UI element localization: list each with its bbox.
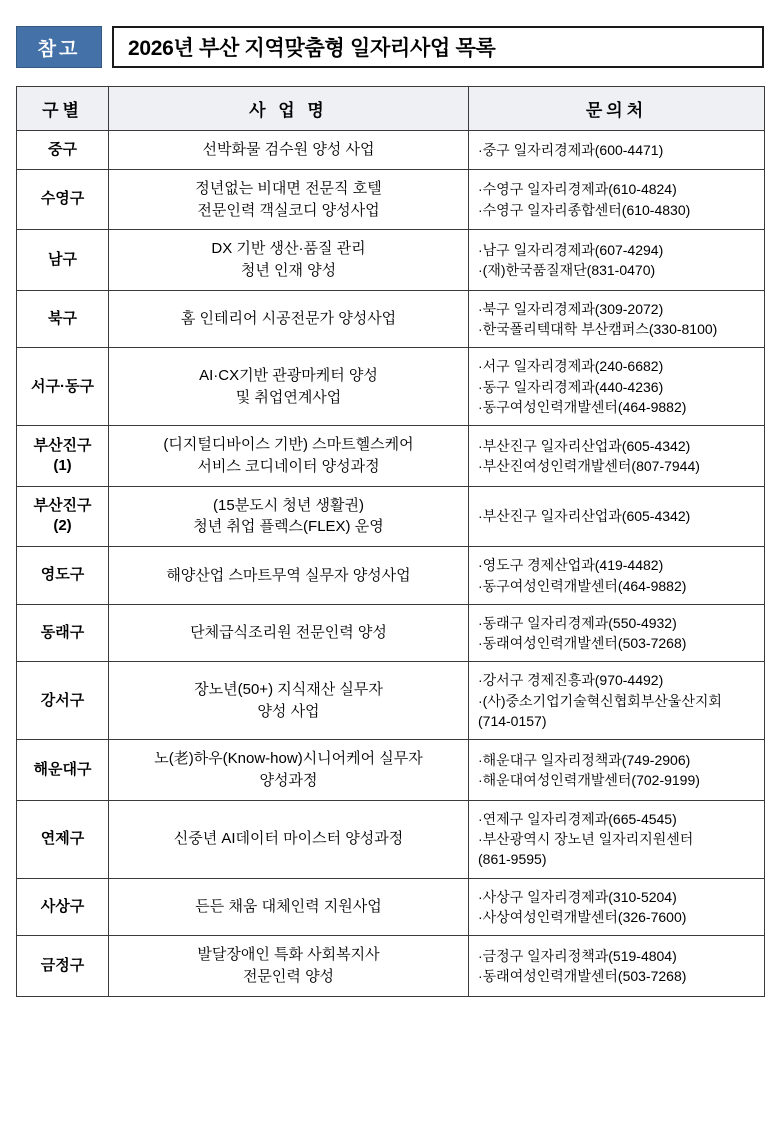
job-programs-table bbox=[16, 86, 765, 997]
cell-contact bbox=[469, 348, 765, 426]
table-header-row bbox=[17, 87, 765, 131]
district-line: 서구·동구 bbox=[31, 377, 94, 395]
program-line: 노(老)하우(Know-how)시니어케어 실무자 bbox=[154, 750, 423, 768]
cell-district bbox=[17, 486, 109, 547]
cell-district bbox=[17, 878, 109, 936]
cell-contact bbox=[469, 878, 765, 936]
program-line: 서비스 코디네이터 양성과정 bbox=[197, 457, 380, 475]
document-title-box bbox=[112, 26, 764, 68]
cell-contact bbox=[469, 169, 765, 230]
program-line: 양성 사업 bbox=[257, 702, 320, 720]
cell-district bbox=[17, 740, 109, 801]
program-line: 홈 인테리어 시공전문가 양성사업 bbox=[180, 310, 397, 328]
contact-line: ·동구 일자리경제과(440-4236) bbox=[478, 378, 664, 395]
contact-line: (714-0157) bbox=[478, 713, 547, 730]
cell-program bbox=[109, 878, 469, 936]
column-header-district: 구별 bbox=[17, 87, 109, 131]
table-row bbox=[17, 348, 765, 426]
cell-district bbox=[17, 604, 109, 662]
table-row bbox=[17, 169, 765, 230]
program-line: 전문인력 객실코디 양성사업 bbox=[197, 201, 380, 219]
cell-contact bbox=[469, 800, 765, 878]
contact-line: ·동래여성인력개발센터(503-7268) bbox=[478, 635, 687, 652]
contact-line: ·연제구 일자리경제과(665-4545) bbox=[478, 810, 677, 827]
contact-line: ·금정구 일자리정책과(519-4804) bbox=[478, 947, 677, 964]
program-line: 장노년(50+) 지식재산 실무자 bbox=[194, 681, 383, 699]
program-line: 전문인력 양성 bbox=[242, 968, 335, 986]
cell-program bbox=[109, 936, 469, 997]
contact-line: ·중구 일자리경제과(600-4471) bbox=[478, 141, 664, 158]
cell-contact bbox=[469, 604, 765, 662]
program-line: AI·CX기반 관광마케터 양성 bbox=[199, 367, 378, 385]
table-row bbox=[17, 290, 765, 348]
cell-program bbox=[109, 131, 469, 170]
cell-district bbox=[17, 936, 109, 997]
table-row bbox=[17, 936, 765, 997]
cell-contact bbox=[469, 290, 765, 348]
document-header bbox=[16, 26, 764, 68]
contact-line: ·사상여성인력개발센터(326-7600) bbox=[478, 909, 687, 925]
cell-district bbox=[17, 230, 109, 291]
reference-tag-label: 참고 bbox=[37, 38, 81, 60]
contact-line: ·동구여성인력개발센터(464-9882) bbox=[478, 577, 687, 594]
contact-line: ·동래구 일자리경제과(550-4932) bbox=[478, 614, 677, 631]
table-row bbox=[17, 800, 765, 878]
contact-line: (861-9595) bbox=[478, 851, 547, 868]
cell-contact bbox=[469, 936, 765, 997]
district-line: 해운대구 bbox=[33, 760, 92, 778]
cell-program bbox=[109, 426, 469, 487]
district-line: 부산진구 bbox=[33, 497, 92, 515]
program-line: 정년없는 비대면 전문직 호텔 bbox=[195, 179, 382, 197]
column-header-contact: 문의처 bbox=[469, 87, 765, 131]
program-line: 신중년 AI데이터 마이스터 양성과정 bbox=[173, 830, 404, 848]
cell-contact bbox=[469, 740, 765, 801]
cell-district bbox=[17, 547, 109, 605]
table-row bbox=[17, 878, 765, 936]
page-title: 2026년 부산 지역맞춤형 일자리사업 목록 bbox=[128, 37, 496, 60]
district-line: 수영구 bbox=[40, 190, 85, 208]
cell-program bbox=[109, 169, 469, 230]
program-line: 단체급식조리원 전문인력 양성 bbox=[190, 624, 387, 642]
contact-line: ·해운대여성인력개발센터(702-9199) bbox=[478, 772, 700, 789]
contact-line: ·동구여성인력개발센터(464-9882) bbox=[478, 398, 687, 415]
cell-district bbox=[17, 662, 109, 740]
district-line: (2) bbox=[53, 517, 72, 535]
cell-contact bbox=[469, 486, 765, 547]
contact-line: ·수영구 일자리경제과(610-4824) bbox=[478, 181, 677, 198]
program-line: 해양산업 스마트무역 실무자 양성사업 bbox=[166, 566, 411, 584]
cell-contact bbox=[469, 131, 765, 170]
district-line: (1) bbox=[53, 456, 72, 474]
contact-line: ·부산진여성인력개발센터(807-7944) bbox=[478, 457, 700, 474]
district-line: 부산진구 bbox=[33, 436, 92, 454]
program-line: 청년 취업 플렉스(FLEX) 운영 bbox=[193, 518, 384, 536]
contact-line: ·한국폴리텍대학 부산캠퍼스(330-8100) bbox=[478, 321, 718, 338]
program-line: 양성과정 bbox=[259, 772, 318, 790]
reference-tag bbox=[16, 26, 102, 68]
cell-program bbox=[109, 740, 469, 801]
cell-program bbox=[109, 290, 469, 348]
cell-program bbox=[109, 547, 469, 605]
contact-line: ·남구 일자리경제과(607-4294) bbox=[478, 241, 664, 258]
cell-district bbox=[17, 290, 109, 348]
column-header-program: 사 업 명 bbox=[109, 87, 469, 131]
cell-contact bbox=[469, 230, 765, 291]
cell-district bbox=[17, 169, 109, 230]
table-row bbox=[17, 662, 765, 740]
table-body bbox=[17, 131, 765, 997]
program-line: 청년 인재 양성 bbox=[240, 262, 337, 279]
district-line: 동래구 bbox=[40, 624, 85, 641]
district-line: 북구 bbox=[48, 309, 77, 327]
district-line: 사상구 bbox=[40, 897, 85, 915]
cell-contact bbox=[469, 547, 765, 605]
cell-contact bbox=[469, 662, 765, 740]
program-line: (디지털디바이스 기반) 스마트헬스케어 bbox=[163, 436, 414, 454]
district-line: 연제구 bbox=[40, 830, 85, 848]
cell-program bbox=[109, 662, 469, 740]
program-line: DX 기반 생산·품질 관리 bbox=[211, 240, 366, 258]
table-row bbox=[17, 604, 765, 662]
program-line: (15분도시 청년 생활권) bbox=[213, 496, 364, 514]
contact-line: ·해운대구 일자리정책과(749-2906) bbox=[478, 751, 691, 768]
program-line: 선박화물 검수원 양성 사업 bbox=[202, 141, 375, 158]
cell-contact bbox=[469, 426, 765, 487]
table-row bbox=[17, 426, 765, 487]
contact-line: ·서구 일자리경제과(240-6682) bbox=[478, 358, 664, 375]
table-row bbox=[17, 740, 765, 801]
cell-program bbox=[109, 486, 469, 547]
cell-program bbox=[109, 348, 469, 426]
district-line: 강서구 bbox=[40, 691, 85, 709]
contact-line: ·북구 일자리경제과(309-2072) bbox=[478, 300, 664, 317]
cell-district bbox=[17, 348, 109, 426]
cell-district bbox=[17, 131, 109, 170]
cell-program bbox=[109, 604, 469, 662]
cell-district bbox=[17, 800, 109, 878]
cell-district bbox=[17, 426, 109, 487]
contact-line: ·부산광역시 장노년 일자리지원센터 bbox=[478, 831, 694, 848]
table-row bbox=[17, 547, 765, 605]
table-header bbox=[17, 87, 765, 131]
cell-program bbox=[109, 230, 469, 291]
contact-line: ·부산진구 일자리산업과(605-4342) bbox=[478, 437, 691, 454]
contact-line: ·영도구 경제산업과(419-4482) bbox=[478, 557, 664, 574]
program-line: 및 취업연계사업 bbox=[235, 388, 342, 406]
contact-line: ·(사)중소기업기술혁신협회부산울산지회 bbox=[478, 692, 722, 709]
contact-line: ·동래여성인력개발센터(503-7268) bbox=[478, 968, 687, 985]
district-line: 중구 bbox=[48, 140, 77, 158]
contact-line: ·부산진구 일자리산업과(605-4342) bbox=[478, 508, 691, 525]
contact-line: ·강서구 경제진흥과(970-4492) bbox=[478, 672, 664, 689]
contact-line: ·사상구 일자리경제과(310-5204) bbox=[478, 888, 677, 905]
district-line: 남구 bbox=[48, 250, 77, 268]
cell-program bbox=[109, 800, 469, 878]
program-line: 발달장애인 특화 사회복지사 bbox=[197, 946, 380, 964]
table-row bbox=[17, 131, 765, 170]
district-line: 영도구 bbox=[40, 566, 85, 584]
program-line: 든든 채움 대체인력 지원사업 bbox=[195, 898, 382, 916]
contact-line: ·(재)한국품질재단(831-0470) bbox=[478, 262, 656, 278]
table-row bbox=[17, 230, 765, 291]
district-line: 금정구 bbox=[40, 956, 85, 974]
contact-line: ·수영구 일자리종합센터(610-4830) bbox=[478, 201, 691, 218]
table-row bbox=[17, 486, 765, 547]
